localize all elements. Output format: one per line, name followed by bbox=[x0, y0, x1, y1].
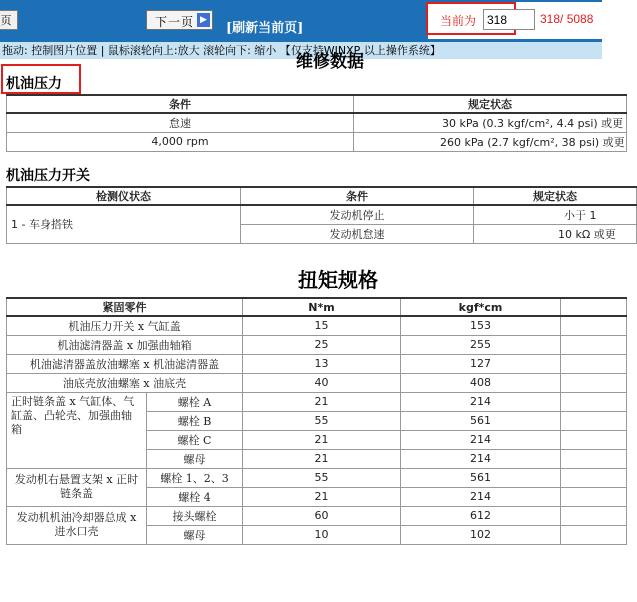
section-title-oil-pressure: 机油压力 bbox=[6, 76, 62, 92]
table-row bbox=[7, 132, 627, 151]
kgf-cell: 561 bbox=[401, 411, 561, 430]
nm-cell: 40 bbox=[243, 373, 401, 392]
empty-cell bbox=[561, 468, 627, 487]
empty-cell bbox=[561, 525, 627, 544]
section-title-torque: 扭矩规格 bbox=[298, 268, 378, 292]
usage-hint-bar: 拖动: 控制图片位置 | 鼠标滚轮向上:放大 滚轮向下: 缩小 【仅支持WINXP 以上操作系统】 bbox=[0, 42, 602, 59]
next-page-button[interactable] bbox=[146, 10, 213, 30]
spec-cell: 小于 1 bbox=[474, 205, 637, 224]
table-row bbox=[7, 316, 627, 335]
table-header: 条件 bbox=[7, 95, 354, 113]
part-cell: 正时链条盖 x 气缸体、气缸盖、凸轮壳、加强曲轴箱 bbox=[7, 392, 147, 468]
empty-cell bbox=[561, 354, 627, 373]
empty-cell bbox=[561, 392, 627, 411]
empty-cell bbox=[561, 430, 627, 449]
tester-cell: 1 - 车身搭铁 bbox=[7, 205, 241, 243]
nm-cell: 21 bbox=[243, 430, 401, 449]
spec-cell: 260 kPa (2.7 kgf/cm², 38 psi) 或更 bbox=[354, 132, 627, 151]
page-total-count: 318/ 5088 bbox=[540, 12, 594, 26]
kgf-cell: 127 bbox=[401, 354, 561, 373]
empty-cell bbox=[561, 487, 627, 506]
sub-part-cell: 螺栓 B bbox=[147, 411, 243, 430]
kgf-cell: 214 bbox=[401, 392, 561, 411]
kgf-cell: 255 bbox=[401, 335, 561, 354]
table-row bbox=[7, 205, 637, 224]
torque-table bbox=[6, 297, 627, 545]
nm-cell: 15 bbox=[243, 316, 401, 335]
spec-cell: 30 kPa (0.3 kgf/cm², 4.4 psi) 或更 bbox=[354, 113, 627, 132]
kgf-cell: 612 bbox=[401, 506, 561, 525]
empty-cell bbox=[561, 411, 627, 430]
sub-part-cell: 螺栓 C bbox=[147, 430, 243, 449]
condition-cell: 怠速 bbox=[7, 113, 354, 132]
sub-part-cell: 螺栓 4 bbox=[147, 487, 243, 506]
table-row bbox=[7, 373, 627, 392]
prev-page-button[interactable]: 页 bbox=[0, 10, 18, 30]
condition-cell: 4,000 rpm bbox=[7, 132, 354, 151]
nm-cell: 60 bbox=[243, 506, 401, 525]
table-row bbox=[7, 506, 627, 525]
part-cell: 油底壳放油螺塞 x 油底壳 bbox=[7, 373, 243, 392]
part-cell: 机油滤清器盖 x 加强曲轴箱 bbox=[7, 335, 243, 354]
section-title-highlight bbox=[1, 64, 81, 94]
kgf-cell: 214 bbox=[401, 449, 561, 468]
kgf-cell: 408 bbox=[401, 373, 561, 392]
part-cell: 机油滤清器盖放油螺塞 x 机油滤清器盖 bbox=[7, 354, 243, 373]
nm-cell: 21 bbox=[243, 392, 401, 411]
condition-cell: 发动机停止 bbox=[241, 205, 474, 224]
nm-cell: 55 bbox=[243, 468, 401, 487]
condition-cell: 发动机怠速 bbox=[241, 224, 474, 243]
part-cell: 发动机机油冷却器总成 x 进水口壳 bbox=[7, 506, 147, 544]
nm-cell: 13 bbox=[243, 354, 401, 373]
kgf-cell: 153 bbox=[401, 316, 561, 335]
empty-cell bbox=[561, 449, 627, 468]
table-header: kgf*cm bbox=[401, 298, 561, 316]
cut-off-page-title: 维修数据 bbox=[296, 52, 364, 72]
empty-cell bbox=[561, 373, 627, 392]
nm-cell: 55 bbox=[243, 411, 401, 430]
next-page-label: 下一页 bbox=[155, 15, 195, 29]
empty-cell bbox=[561, 506, 627, 525]
kgf-cell: 214 bbox=[401, 487, 561, 506]
arrow-right-icon: ▶ bbox=[197, 13, 210, 27]
table-header: 规定状态 bbox=[354, 95, 627, 113]
table-header bbox=[561, 298, 627, 316]
oil-switch-table bbox=[6, 186, 637, 244]
table-header: 检测仪状态 bbox=[7, 187, 241, 205]
kgf-cell: 561 bbox=[401, 468, 561, 487]
part-cell: 发动机右悬置支架 x 正时链条盖 bbox=[7, 468, 147, 506]
refresh-page-link[interactable]: [刷新当前页] bbox=[226, 21, 304, 36]
oil-pressure-table bbox=[6, 94, 627, 152]
table-row bbox=[7, 113, 627, 132]
table-header: N*m bbox=[243, 298, 401, 316]
top-toolbar bbox=[0, 0, 602, 42]
empty-cell bbox=[561, 335, 627, 354]
table-header: 紧固零件 bbox=[7, 298, 243, 316]
nm-cell: 21 bbox=[243, 487, 401, 506]
sub-part-cell: 螺母 bbox=[147, 449, 243, 468]
section-title-oil-pressure-switch: 机油压力开关 bbox=[6, 168, 90, 184]
table-header: 条件 bbox=[241, 187, 474, 205]
sub-part-cell: 螺栓 A bbox=[147, 392, 243, 411]
nm-cell: 25 bbox=[243, 335, 401, 354]
table-row bbox=[7, 335, 627, 354]
sub-part-cell: 螺母 bbox=[147, 525, 243, 544]
sub-part-cell: 螺栓 1、2、3 bbox=[147, 468, 243, 487]
empty-cell bbox=[561, 316, 627, 335]
table-row bbox=[7, 392, 627, 411]
current-page-label: 当前为 bbox=[440, 14, 477, 28]
kgf-cell: 102 bbox=[401, 525, 561, 544]
nm-cell: 21 bbox=[243, 449, 401, 468]
table-row bbox=[7, 468, 627, 487]
table-header: 规定状态 bbox=[474, 187, 637, 205]
spec-cell: 10 kΩ 或更 bbox=[474, 224, 637, 243]
document-page[interactable] bbox=[0, 52, 625, 602]
current-page-input[interactable] bbox=[483, 9, 535, 30]
sub-part-cell: 接头螺栓 bbox=[147, 506, 243, 525]
kgf-cell: 214 bbox=[401, 430, 561, 449]
nm-cell: 10 bbox=[243, 525, 401, 544]
part-cell: 机油压力开关 x 气缸盖 bbox=[7, 316, 243, 335]
table-row bbox=[7, 354, 627, 373]
